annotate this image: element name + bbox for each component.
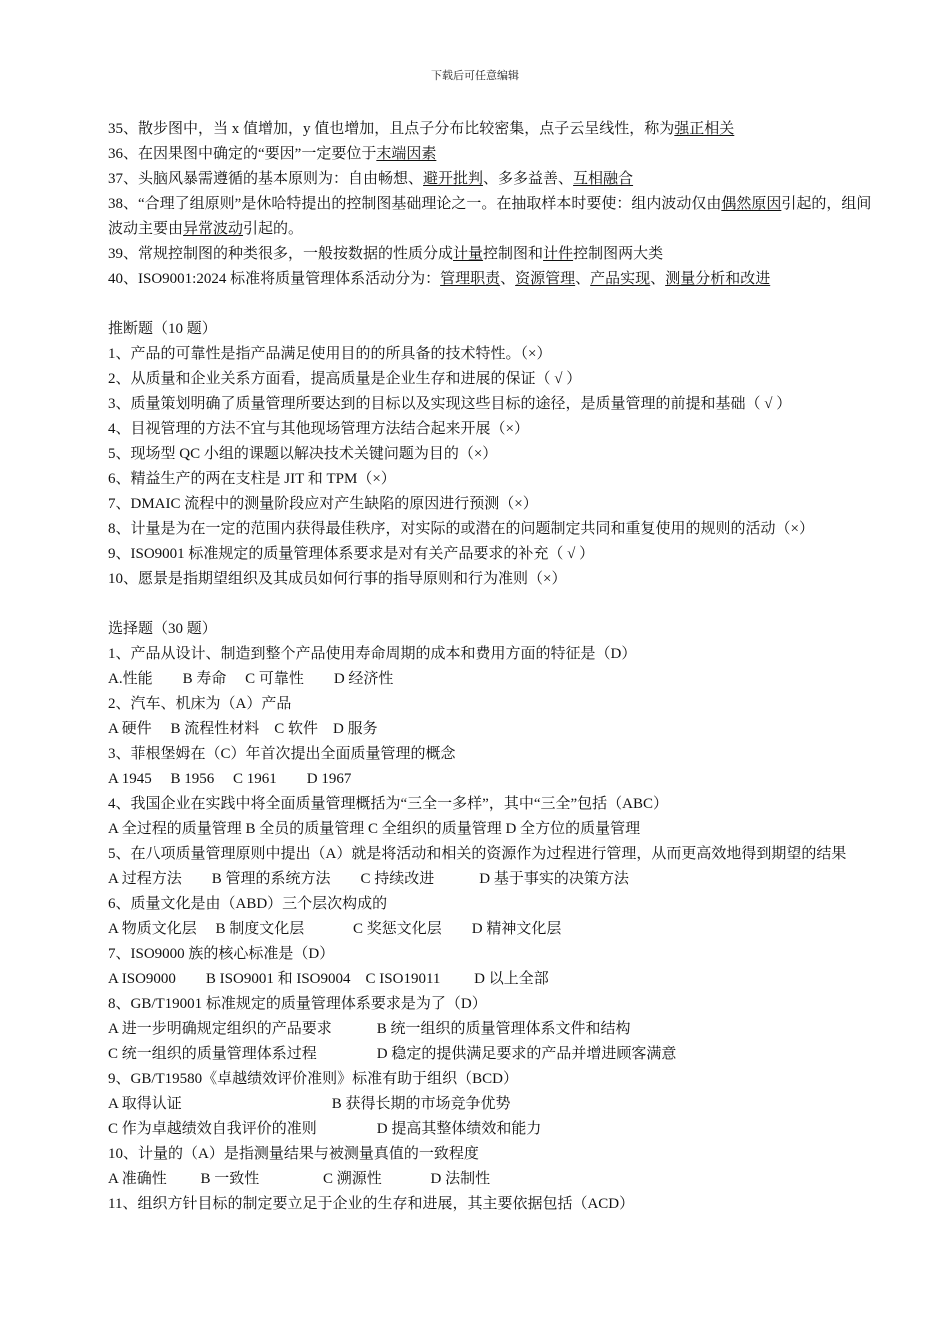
spacer (108, 292, 882, 317)
text-run: 37、头脑风暴需遵循的基本原则为：自由畅想、 (108, 171, 424, 187)
choice-question: 11、组织方针目标的制定要立足于企业的生存和进展，其主要依据包括（ACD） (108, 1196, 635, 1212)
section-title-choice: 选择题（30 题） (108, 621, 217, 637)
answer-underlined: 末端因素 (376, 146, 437, 162)
choice-question: 10、计量的（A）是指测量结果与被测量真值的一致程度 (108, 1146, 479, 1162)
answer-underlined: 产品实现 (590, 271, 651, 287)
choice-options: A 过程方法 B 管理的系统方法 C 持续改进 D 基于事实的决策方法 (108, 871, 629, 887)
judgment-item: 5、现场型 QC 小组的课题以解决技术关键问题为目的（×） (108, 446, 498, 462)
choice-question: 1、产品从设计、制造到整个产品使用寿命周期的成本和费用方面的特征是（D） (108, 646, 637, 662)
text-run: 35、散步图中，当 x 值增加，y 值也增加，且点子分布比较密集，点子云呈线性，称为 (108, 121, 675, 137)
text-run: 、 (650, 271, 666, 287)
answer-underlined: 避开批判 (423, 171, 484, 187)
choice-options: A 取得认证 B 获得长期的市场竞争优势 (108, 1096, 511, 1112)
judgment-item: 9、ISO9001 标准规定的质量管理体系要求是对有关产品要求的补充（ √ ） (108, 546, 595, 562)
text-run: 控制图两大类 (573, 246, 664, 262)
answer-underlined: 测量分析和改进 (665, 271, 771, 287)
text-run: 38、“合理了组原则”是休哈特提出的控制图基础理论之一。在抽取样本时要使：组内波动仅由 (108, 196, 722, 212)
fill-in-item-35 (108, 117, 882, 142)
text-run: 40、ISO9001:2024 标准将质量管理体系活动分为： (108, 271, 441, 287)
judgment-item: 8、计量是为在一定的范围内获得最佳秩序，对实际的或潜在的问题制定共同和重复使用的规则的活动（×） (108, 521, 814, 537)
choice-options: A 硬件 B 流程性材料 C 软件 D 服务 (108, 721, 378, 737)
text-run: 、 (575, 271, 591, 287)
choice-options: A 物质文化层 B 制度文化层 C 奖惩文化层 D 精神文化层 (108, 921, 562, 937)
choice-question: 5、在八项质量管理原则中提出（A）就是将活动和相关的资源作为过程进行管理，从而更高效地得到期望的结果 (108, 846, 847, 862)
text-run: 控制图和 (483, 246, 544, 262)
judgment-item: 7、DMAIC 流程中的测量阶段应对产生缺陷的原因进行预测（×） (108, 496, 538, 512)
judgment-item: 1、产品的可靠性是指产品满足使用目的的所具备的技术特性。（×） (108, 346, 552, 362)
choice-question: 4、我国企业在实践中将全面质量管理概括为“三全一多样”，其中“三全”包括（ABC） (108, 796, 668, 812)
fill-in-item-38 (108, 192, 882, 242)
text-run: 、 (500, 271, 516, 287)
text-run: 引起的，组间波动主要由 (108, 196, 872, 237)
choice-options: C 统一组织的质量管理体系过程 D 稳定的提供满足要求的产品并增进顾客满意 (108, 1046, 677, 1062)
document-body (108, 117, 882, 1217)
judgment-item: 6、精益生产的两在支柱是 JIT 和 TPM（×） (108, 471, 396, 487)
choice-question: 6、质量文化是由（ABD）三个层次构成的 (108, 896, 388, 912)
choice-question: 9、GB/T19580《卓越绩效评价准则》标准有助于组织（BCD） (108, 1071, 519, 1087)
text-run: 引起的。 (243, 221, 304, 237)
text-run: 、多多益善、 (483, 171, 574, 187)
answer-underlined: 计量 (453, 246, 484, 262)
answer-underlined: 偶然原因 (721, 196, 782, 212)
section-title-judgment: 推断题（10 题） (108, 321, 217, 337)
text-run: 39、常规控制图的种类很多，一般按数据的性质分成 (108, 246, 454, 262)
page-header: 下载后可任意编辑 (431, 70, 519, 82)
answer-underlined: 强正相关 (674, 121, 735, 137)
choice-options: A ISO9000 B ISO9001 和 ISO9004 C ISO19011 D 以上全部 (108, 971, 549, 987)
judgment-item: 3、质量策划明确了质量管理所要达到的目标以及实现这些目标的途径，是质量管理的前提和基础（ √ ） (108, 396, 792, 412)
choice-options: A 1945 B 1956 C 1961 D 1967 (108, 771, 352, 787)
choice-options: C 作为卓越绩效自我评价的准则 D 提高其整体绩效和能力 (108, 1121, 542, 1137)
choice-options: A 全过程的质量管理 B 全员的质量管理 C 全组织的质量管理 D 全方位的质量管理 (108, 821, 641, 837)
choice-question: 8、GB/T19001 标准规定的质量管理体系要求是为了（D） (108, 996, 487, 1012)
fill-in-item-40 (108, 267, 882, 292)
fill-in-item-39 (108, 242, 882, 267)
answer-underlined: 互相融合 (573, 171, 634, 187)
fill-in-item-36 (108, 142, 882, 167)
fill-in-item-37 (108, 167, 882, 192)
choice-options: A.性能 B 寿命 C 可靠性 D 经济性 (108, 671, 394, 687)
answer-underlined: 管理职责 (440, 271, 501, 287)
answer-underlined: 资源管理 (515, 271, 576, 287)
judgment-item: 10、愿景是指期望组织及其成员如何行事的指导原则和行为准则（×） (108, 571, 567, 587)
judgment-item: 4、目视管理的方法不宜与其他现场管理方法结合起来开展（×） (108, 421, 529, 437)
choice-question: 3、菲根堡姆在（C）年首次提出全面质量管理的概念 (108, 746, 456, 762)
text-run: 36、在因果图中确定的“要因”一定要位于 (108, 146, 377, 162)
choice-question: 7、ISO9000 族的核心标准是（D） (108, 946, 335, 962)
judgment-item: 2、从质量和企业关系方面看，提高质量是企业生存和进展的保证（ √ ） (108, 371, 582, 387)
spacer (108, 592, 882, 617)
answer-underlined: 异常波动 (183, 221, 244, 237)
choice-question: 2、汽车、机床为（A）产品 (108, 696, 292, 712)
choice-options: A 进一步明确规定组织的产品要求 B 统一组织的质量管理体系文件和结构 (108, 1021, 631, 1037)
choice-options: A 准确性 B 一致性 C 溯源性 D 法制性 (108, 1171, 491, 1187)
answer-underlined: 计件 (543, 246, 574, 262)
